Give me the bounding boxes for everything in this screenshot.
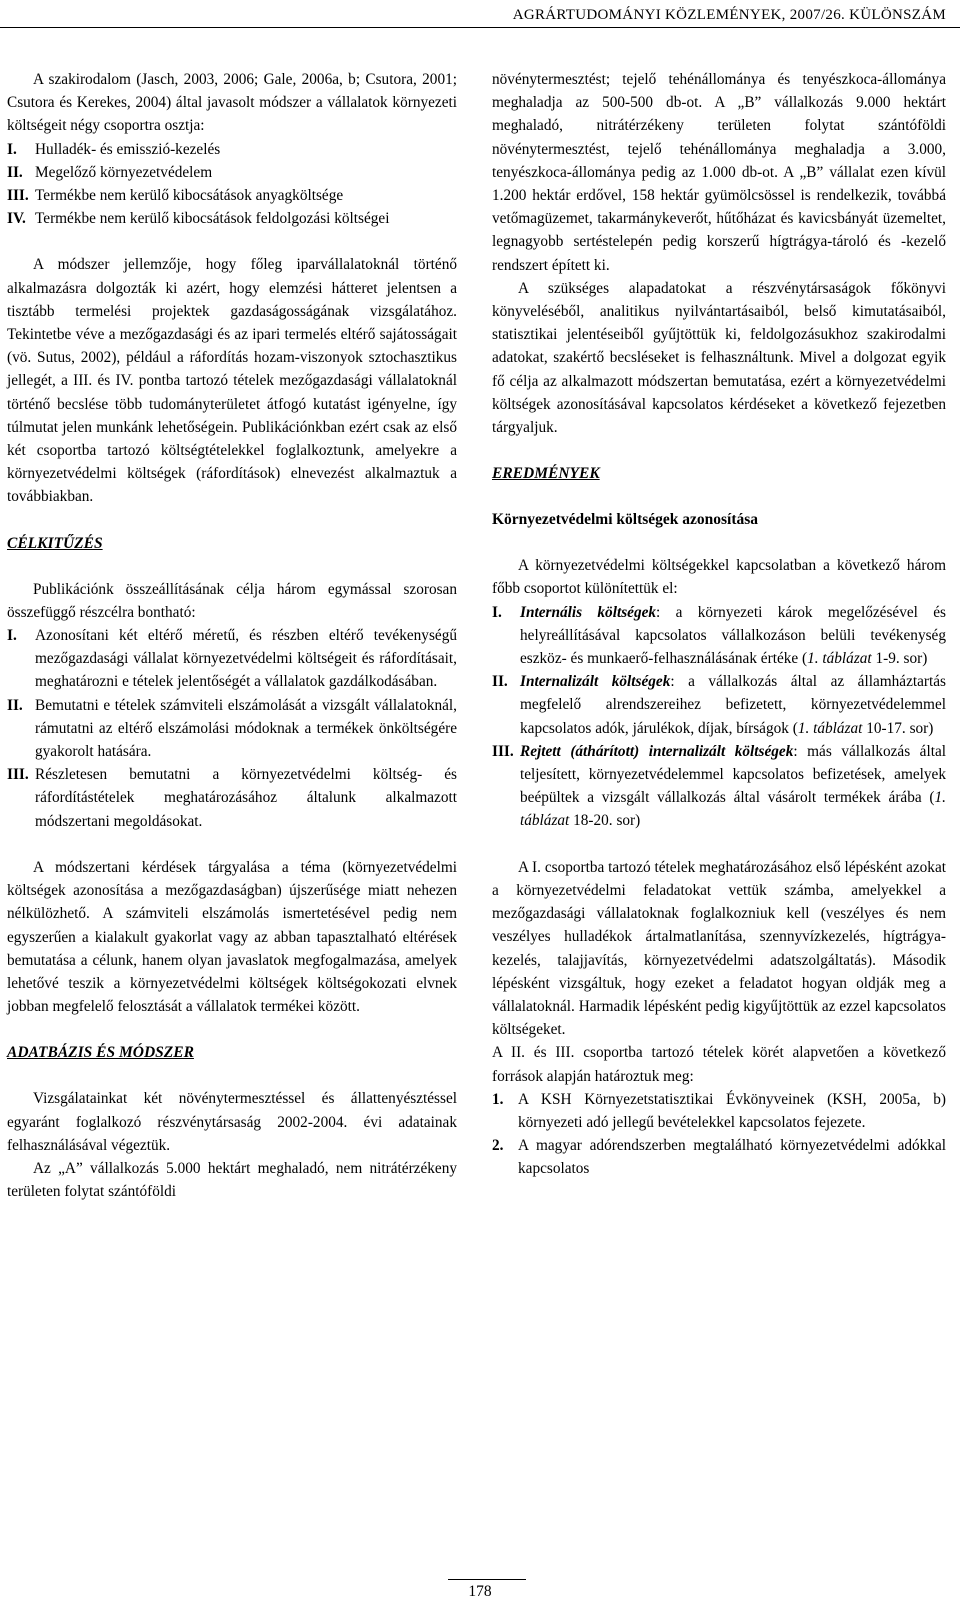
subsection-heading-identification: Környezetvédelmi költségek azonosítása [492, 511, 759, 529]
list-marker: I. [7, 627, 17, 645]
cost-group-4 [7, 207, 457, 230]
goals-intro: Publikációnk összeállításának célja három egymással szorosan összefüggő részcélra bontható: [7, 580, 457, 621]
category-text: : a vállalkozás által az államháztartás megfelelő alrendszereihez befizetett, környezetvédelemmel kapcsolatos adók, járulékok, díjak, bírságok ( [520, 673, 946, 737]
running-header: AGRÁRTUDOMÁNYI KÖZLEMÉNYEK, 2007/26. KÜLÖNSZÁM [512, 7, 946, 23]
page-number: 178 [468, 1583, 492, 1600]
group23-paragraph: A II. és III. csoportba tartozó tételek körét alapvetően a következő források alapján határoztuk meg: [492, 1044, 946, 1085]
list-text [520, 601, 946, 671]
cost-group-3 [7, 184, 457, 207]
firm-description-paragraph: növénytermesztést; tejelő tehénállománya és tenyészkoca-állománya meghaladja az 500-500 db-ot. A „B” vállalkozás 9.000 hektárt meghaladó, nitrátérzékeny területen folytat szántóföldi növénytermesztést, tejelő tehénállománya meghaladja a 3.000, tenyészkoca-állománya pedig az 1.000 db-ot. A „B” vállalat ezen kívül 1.200 hektár erdővel, 158 hektár gyümölcsössel is rendelkezik, továbbá vetőmagüzemet, takarmánykeverőt, hűtőházat és kavicsbányát üzemeltet, legnagyobb sertéstelepén pedig korszerű hígtrágya-tároló és -kezelő rendszert épített ki. [492, 71, 946, 274]
list-text: Termékbe nem kerülő kibocsátások anyagköltsége [35, 187, 344, 205]
list-marker: 2. [492, 1137, 504, 1155]
section-heading-results: EREDMÉNYEK [492, 465, 600, 483]
table-rows: 18-20. sor) [569, 812, 641, 830]
list-marker: I. [7, 140, 17, 158]
table-rows: 1-9. sor) [871, 650, 928, 668]
list-text: Hulladék- és emisszió-kezelés [35, 140, 221, 158]
data-sources-paragraph: A szükséges alapadatokat a részvénytársaságok főkönyvi könyveléséből, analitikus nyilvántartásaiból, belső kimutatásaiból, statisztikai jelentéseiből gyűjtöttük ki, feldolgozásukhoz szakirodalmi adatokat, szakértő becsléseket is felhasználtunk. Mivel a dolgozat egyik fő célja az alkalmazott módszertan bemutatása, ezért a környezetvédelmi költségek azonosításával kapcsolatos kérdéseket a következő fejezetben tárgyaljuk. [492, 279, 946, 437]
list-marker: II. [7, 696, 23, 714]
list-text: Részletesen bemutatni a környezetvédelmi költség- és ráfordítástételek meghatározásához általunk alkalmazott módszertani megoldásokat. [35, 766, 457, 830]
list-marker: IV. [7, 210, 26, 228]
list-text: A KSH Környezetstatisztikai Évkönyveinek (KSH, 2005a, b) környezeti adó jellegű bevételekkel kapcsolatos fejezete. [518, 1090, 946, 1131]
left-column [7, 68, 457, 1203]
category-label: Internalizált költségek [520, 673, 671, 691]
section-heading-data: ADATBÁZIS ÉS MÓDSZER [7, 1044, 194, 1062]
list-text: Azonosítani két eltérő méretű, és részben eltérő tevékenységű mezőgazdasági vállalat környezetvédelmi költségeit és ráfordításait, meghatározni e tételek jelentőségét a vállalatok gazdálkodásában. [35, 627, 457, 691]
list-text [520, 670, 946, 740]
list-text: Bemutatni e tételek számviteli elszámolását a vizsgált vállalatoknál, rámutatni az eltérő elszámolási módoknak a termékek önköltségére gyakorolt hatására. [35, 696, 457, 761]
list-marker: I. [492, 603, 502, 621]
cost-category-1 [492, 601, 946, 671]
category-text: : a környezeti károk megelőzésével és helyreállításával kapcsolatos vállalkozáson belüli tevékenység eszköz- és munkaerő-felhasználásának értéke ( [520, 603, 946, 668]
table-rows: 10-17. sor) [862, 719, 934, 737]
goal-1 [7, 624, 457, 694]
method-questions-paragraph: A módszertani kérdések tárgyalása a téma (környezetvédelmi költségek azonosítása a mezőgazdaságban) újszerűsége miatt nehezen nélkülözhető. A számviteli elszámolás ismertetésével pedig nem egyszerűen a kialakult gyakorlat vagy az abban tapasztalható eltérések bemutatása a célunk, hanem olyan javaslatok megfogalmazása, amelyek lehetővé teszik a környezetvédelmi költségek költségokozati elvnek jobban megfelelő felosztását a vállalatok termékei között. [7, 858, 457, 1016]
category-text: : más vállalkozás által teljesített, környezetvédelemmel kapcsolatos befizetések, amelyek beépültek a vizsgált vállalkozás által vásárolt termékek árába ( [520, 742, 947, 807]
method-paragraph: A módszer jellemzője, hogy főleg iparvállalatoknál történő alkalmazásra dolgozták ki azért, hogy elemzési hátteret jelentsen a tisztább termelési projektek gazdaságosságának vizsgálatához. Tekintetbe véve a mezőgazdasági és az ipari termelés eltérő sajátosságait (vö. Sutus, 2002), például a ráfordítás hozam-viszonyok sztochasztikus jellegét, a III. és IV. pontba tartozó tételek mezőgazdasági vállalatoknál történő becslése több tudományterületet átfogó kutatást igényelne, így túlmutat jelen munkánk lehetőségein. Publikációnkban ezért csak az első két csoportba tartozó költségtételekkel foglalkoztunk, amelyekre a környezetvédelmi költségek (ráfordítások) elnevezést alkalmaztuk a továbbiakban. [7, 256, 457, 506]
table-ref: 1. táblázat [520, 789, 946, 830]
cost-category-3 [492, 740, 946, 833]
section-heading-goals: CÉLKITŰZÉS [7, 534, 103, 552]
list-marker: II. [492, 673, 508, 691]
cost-category-2 [492, 670, 946, 740]
list-marker: III. [7, 187, 29, 205]
firm-a-paragraph: Az „A” vállalkozás 5.000 hektárt meghaladó, nem nitrátérzékeny területen folytat szántóföldi [7, 1159, 457, 1201]
goal-2 [7, 694, 457, 764]
list-marker: 1. [492, 1090, 504, 1108]
data-paragraph: Vizsgálatainkat két növénytermesztéssel és állattenyésztéssel egyaránt foglalkozó részvénytársaság 2002-2004. évi adatainak felhasználásával végeztük. [7, 1090, 457, 1154]
identification-intro: A környezetvédelmi költségekkel kapcsolatban a következő három főbb csoportot különítettük el: [492, 557, 946, 598]
intro-paragraph: A szakirodalom (Jasch, 2003, 2006; Gale, 2006a, b; Csutora, 2001; Csutora és Kerekes, 2004) által javasolt módszer a vállalatok környezeti költségeit négy csoportra osztja: [7, 71, 457, 135]
cost-group-2 [7, 161, 457, 184]
goal-3 [7, 763, 457, 833]
list-text: Megelőző környezetvédelem [35, 163, 213, 181]
list-text: Termékbe nem kerülő kibocsátások feldolgozási költségei [35, 210, 390, 228]
list-marker: III. [7, 766, 29, 784]
table-ref: 1. táblázat [797, 719, 863, 737]
list-marker: II. [7, 163, 23, 181]
category-label: Rejtett (áthárított) internalizált költségek [520, 742, 794, 760]
group1-paragraph: A I. csoportba tartozó tételek meghatározásához első lépésként azokat a környezetvédelmi feladatokat vettük számba, amelyekkel a mezőgazdasági vállalatoknak foglalkozniuk kell (veszélyes és nem veszélyes hulladékok ártalmatlanítása, szennyvízkezelés, hígtrágya-kezelés, talajjavítás, környezetvédelmi adatszolgáltatás). Második lépésként vizsgáltuk, hogy ezeket a feladatot hogyan oldják meg a vállalatoknál. Harmadik lépésként pedig kigyűjtöttük az ezzel kapcsolatos költségeket. [492, 858, 946, 1039]
list-text: A magyar adórendszerben megtalálható környezetvédelmi adókkal kapcsolatos [518, 1137, 946, 1178]
header-rule [0, 27, 960, 28]
table-ref: 1. táblázat [807, 650, 872, 668]
source-1 [492, 1088, 946, 1134]
source-2 [492, 1134, 946, 1180]
right-column [492, 68, 946, 1181]
category-label: Internális költségek [520, 603, 657, 621]
list-text [520, 740, 946, 833]
list-marker: III. [492, 742, 514, 760]
cost-group-1 [7, 138, 457, 161]
